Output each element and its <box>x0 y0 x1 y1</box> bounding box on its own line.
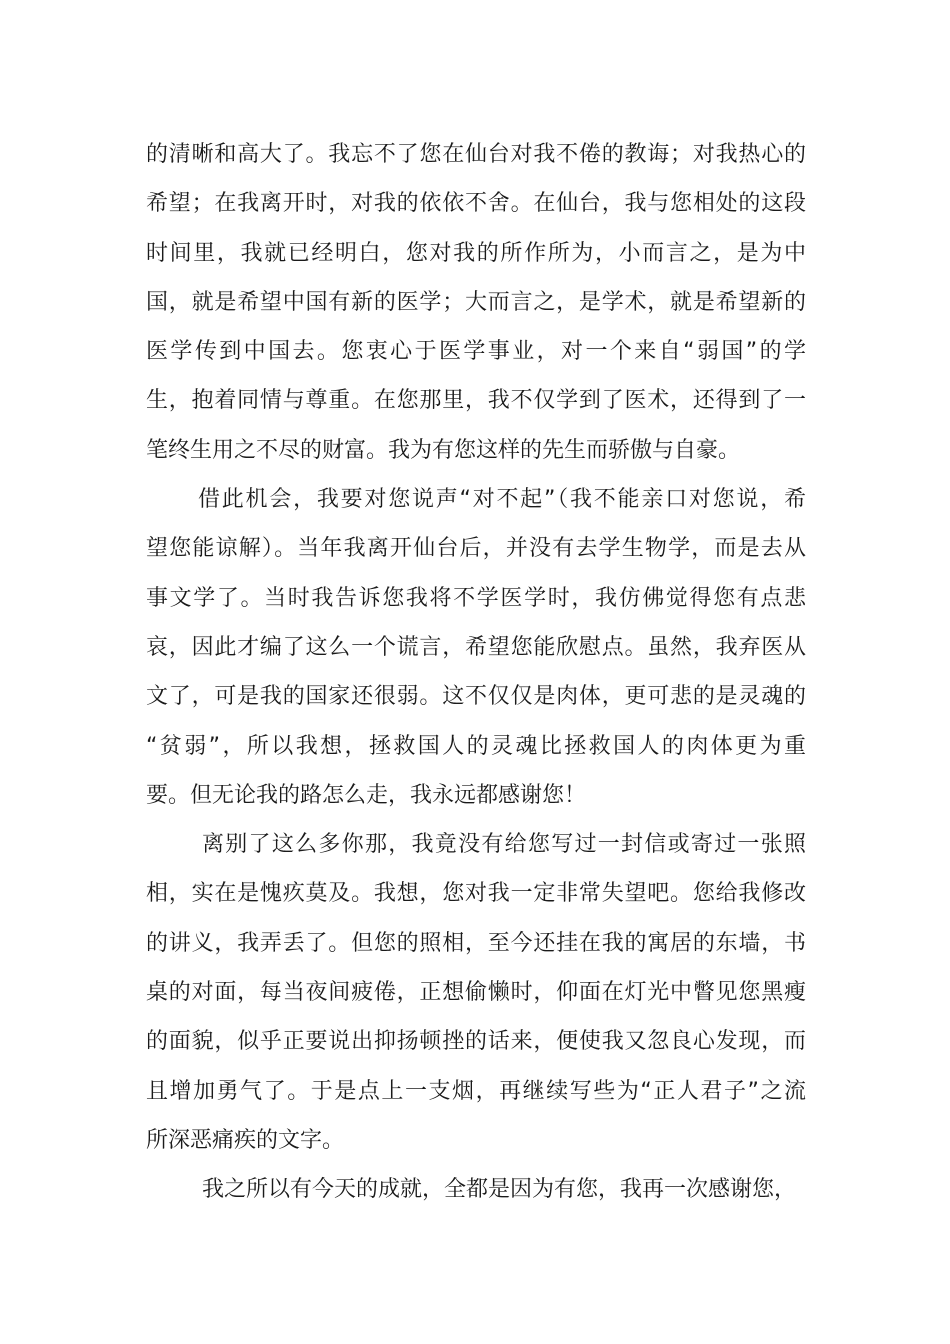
document-body <box>146 130 806 1215</box>
text-line: 的讲义，我弄丢了。但您的照相，至今还挂在我的寓居的东墙，书 <box>146 930 806 956</box>
text-line: 所深恶痛疾的文字。 <box>146 1127 345 1153</box>
text-line: 生，抱着同情与尊重。在您那里，我不仅学到了医术，还得到了一 <box>146 388 806 414</box>
text-line: 的清晰和高大了。我忘不了您在仙台对我不倦的教诲；对我热心的 <box>146 142 806 167</box>
text-line: 且增加勇气了。于是点上一支烟，再继续写些为“正人君子”之流 <box>146 1078 806 1104</box>
paragraph-first-line: 借此机会，我要对您说声“对不起”（我不能亲口对您说，希 <box>198 487 806 513</box>
text-line: 文了，可是我的国家还很弱。这不仅仅是肉体，更可悲的是灵魂的 <box>146 684 806 710</box>
text-line: 时间里，我就已经明白，您对我的所作所为，小而言之，是为中 <box>146 240 806 266</box>
paragraph-first-line: 离别了这么多你那，我竟没有给您写过一封信或寄过一张照 <box>202 832 806 858</box>
text-line: 望您能谅解）。当年我离开仙台后，并没有去学生物学，而是去从 <box>146 536 806 562</box>
text-line: 相，实在是愧疚莫及。我想，您对我一定非常失望吧。您给我修改 <box>146 881 806 907</box>
text-line: “贫弱”，所以我想，拯救国人的灵魂比拯救国人的肉体更为重 <box>146 733 806 759</box>
text-line: 要。但无论我的路怎么走，我永远都感谢您！ <box>146 782 587 808</box>
text-line: 的面貌，似乎正要说出抑扬顿挫的话来，便使我又忽良心发现，而 <box>146 1029 806 1055</box>
text-line: 笔终生用之不尽的财富。我为有您这样的先生而骄傲与自豪。 <box>146 437 741 463</box>
text-line: 事文学了。当时我告诉您我将不学医学时，我仿佛觉得您有点悲 <box>146 585 806 611</box>
text-line: 希望；在我离开时，对我的依依不舍。在仙台，我与您相处的这段 <box>146 191 806 217</box>
text-line: 桌的对面，每当夜间疲倦，正想偷懒时，仰面在灯光中瞥见您黑瘦 <box>146 980 806 1006</box>
paragraph-first-line: 我之所以有今天的成就，全都是因为有您，我再一次感谢您， <box>202 1177 797 1203</box>
text-line: 哀，因此才编了这么一个谎言，希望您能欣慰点。虽然，我弃医从 <box>146 634 806 660</box>
text-line: 医学传到中国去。您衷心于医学事业，对一个来自“弱国”的学 <box>146 339 806 365</box>
text-line: 国，就是希望中国有新的医学；大而言之，是学术，就是希望新的 <box>146 289 806 315</box>
